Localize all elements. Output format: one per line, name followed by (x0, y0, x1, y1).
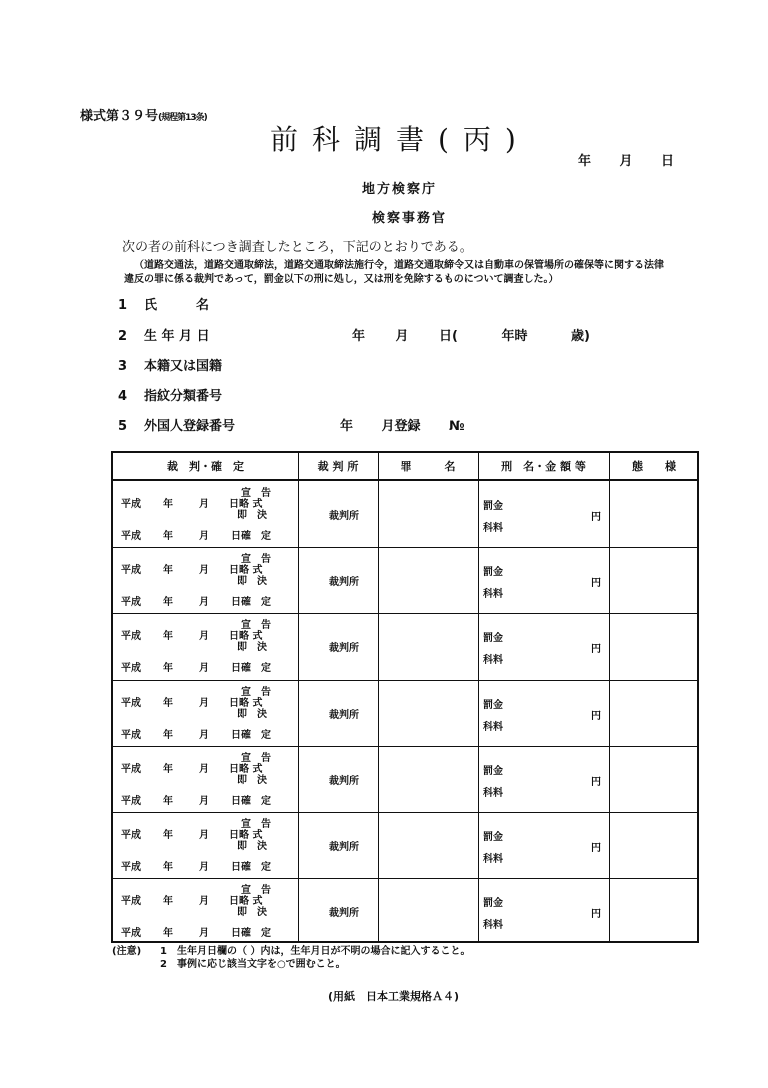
row-month: 月 (199, 896, 209, 908)
field-number: 3 (118, 359, 128, 374)
row-petty-fine: 科料 (483, 655, 503, 667)
column-divider (378, 453, 379, 941)
row-divider (113, 680, 697, 681)
remark-item: 1 生年月日欄の（ ）内は，生年月日が不明の場合に記入すること。 (160, 946, 471, 957)
row-court: 裁判所 (329, 577, 359, 589)
row-divider (113, 812, 697, 813)
criminal-record-table (111, 451, 699, 943)
row-sentence-a: 宣 告 (241, 686, 271, 698)
row-year-confirm: 年 (163, 531, 173, 542)
row-sentence-c: 即 決 (237, 642, 267, 654)
row-era-confirm: 平成 (121, 795, 141, 807)
row-era-confirm: 平成 (121, 597, 141, 609)
row-petty-fine: 科料 (483, 787, 503, 799)
row-year-confirm: 年 (163, 862, 173, 873)
row-sentence-c: 即 決 (237, 907, 267, 919)
remark-item: 2 事例に応じ該当文字を○で囲むこと。 (160, 959, 346, 970)
row-petty-fine: 科料 (483, 920, 503, 932)
column-divider (298, 453, 299, 941)
row-year: 年 (163, 565, 173, 577)
row-month: 月 (199, 830, 209, 841)
row-sentence-c: 即 決 (237, 708, 267, 720)
row-sentence-b: 日略 式 (229, 565, 263, 577)
row-month: 月 (199, 499, 209, 510)
intro-text: 次の者の前科につき調査したところ，下記のとおりである。 (122, 240, 473, 255)
row-sentence-a: 宣 告 (241, 819, 271, 830)
row-year-confirm: 年 (163, 928, 173, 940)
row-yen: 円 (591, 644, 601, 656)
row-month-confirm: 月 (199, 795, 209, 807)
row-petty-fine: 科料 (483, 721, 503, 733)
row-era-confirm: 平成 (121, 928, 141, 940)
field-number: 2 (118, 329, 128, 344)
field-domicile (118, 355, 222, 374)
page-title: 前科調書(丙) (270, 123, 530, 156)
row-fine: 罰金 (483, 898, 503, 910)
field-label: 本籍又は国籍 (144, 359, 223, 374)
row-year-confirm: 年 (163, 597, 173, 609)
row-sentence-c: 即 決 (237, 774, 267, 786)
row-era: 平成 (121, 697, 141, 709)
row-yen: 円 (591, 909, 601, 921)
row-petty-fine: 科料 (483, 523, 503, 534)
row-sentence-b: 日略 式 (229, 631, 263, 643)
row-sentence-b: 日略 式 (229, 896, 263, 908)
header-divider (113, 479, 697, 481)
row-divider (113, 613, 697, 614)
row-confirm: 日確 定 (231, 597, 271, 609)
column-divider (609, 453, 610, 941)
document-date: 年 月 日 (578, 154, 675, 169)
row-court: 裁判所 (329, 908, 359, 920)
form-rule: (規程第13条) (158, 113, 207, 123)
row-year-confirm: 年 (163, 795, 173, 807)
header-penalty: 刑 名・金 額 等 (501, 460, 586, 473)
row-month-confirm: 月 (199, 531, 209, 542)
field-number: 1 (118, 298, 128, 313)
remarks-label: (注意) (112, 946, 142, 957)
row-sentence-a: 宣 告 (241, 885, 271, 897)
row-court: 裁判所 (329, 511, 359, 522)
field-label: 外国人登録番号 (144, 419, 236, 434)
row-sentence-b: 日略 式 (229, 830, 263, 841)
row-month-confirm: 月 (199, 729, 209, 741)
row-yen: 円 (591, 776, 601, 788)
row-sentence-a: 宣 告 (241, 620, 271, 632)
row-fine: 罰金 (483, 501, 503, 512)
row-yen: 円 (591, 710, 601, 722)
row-yen: 円 (591, 578, 601, 590)
row-sentence-c: 即 決 (237, 510, 267, 521)
row-month: 月 (199, 763, 209, 775)
row-court: 裁判所 (329, 775, 359, 787)
row-yen: 円 (591, 843, 601, 854)
row-divider (113, 878, 697, 879)
row-era: 平成 (121, 830, 141, 841)
row-year-confirm: 年 (163, 729, 173, 741)
row-sentence-b: 日略 式 (229, 499, 263, 510)
row-month-confirm: 月 (199, 597, 209, 609)
column-divider (478, 453, 479, 941)
field-alien-registration (118, 415, 235, 434)
intro-note-line1: （道路交通法，道路交通取締法，道路交通取締法施行令，道路交通取締令又は自動車の保管場所の確保等に関する法律 (134, 260, 664, 271)
row-court: 裁判所 (329, 643, 359, 655)
row-fine: 罰金 (483, 699, 503, 711)
row-year: 年 (163, 631, 173, 643)
prosecutor-office: 地方検察庁 (362, 182, 438, 197)
row-petty-fine: 科料 (483, 854, 503, 865)
form-number-text: 様式第３９号 (80, 109, 159, 124)
row-year: 年 (163, 763, 173, 775)
row-fine: 罰金 (483, 832, 503, 843)
birthdate-blank: 年 月 日( 年時 歳) (352, 329, 590, 344)
row-month: 月 (199, 697, 209, 709)
paper-spec: (用紙 日本工業規格Ａ４) (328, 990, 460, 1003)
row-divider (113, 547, 697, 548)
field-label: 指紋分類番号 (144, 389, 223, 404)
row-era: 平成 (121, 896, 141, 908)
row-yen: 円 (591, 512, 601, 523)
row-sentence-c: 即 決 (237, 576, 267, 588)
field-number: 4 (118, 389, 128, 404)
row-month: 月 (199, 631, 209, 643)
field-fingerprint (118, 385, 222, 404)
row-sentence-c: 即 決 (237, 841, 267, 852)
row-sentence-a: 宣 告 (241, 554, 271, 566)
row-confirm: 日確 定 (231, 663, 271, 675)
row-confirm: 日確 定 (231, 729, 271, 741)
row-year: 年 (163, 830, 173, 841)
row-fine: 罰金 (483, 633, 503, 645)
field-number: 5 (118, 419, 128, 434)
row-era: 平成 (121, 499, 141, 510)
header-court: 裁 判 所 (317, 460, 359, 473)
row-confirm: 日確 定 (231, 795, 271, 807)
row-year-confirm: 年 (163, 663, 173, 675)
row-era-confirm: 平成 (121, 862, 141, 873)
row-era-confirm: 平成 (121, 663, 141, 675)
intro-note-line2: 違反の罪に係る裁判であって，罰金以下の刑に処し，又は刑を免除するものについて調査した。） (124, 274, 559, 285)
row-month-confirm: 月 (199, 928, 209, 940)
registration-blank: 年 月登録 № (340, 419, 465, 434)
row-era: 平成 (121, 763, 141, 775)
row-era-confirm: 平成 (121, 729, 141, 741)
row-divider (113, 746, 697, 747)
row-sentence-b: 日略 式 (229, 697, 263, 709)
row-petty-fine: 科料 (483, 589, 503, 601)
row-year: 年 (163, 499, 173, 510)
field-label: 生 年 月 日 (144, 329, 210, 344)
row-sentence-a: 宣 告 (241, 488, 271, 499)
field-label: 氏 名 (144, 298, 210, 313)
row-sentence-a: 宣 告 (241, 752, 271, 764)
prosecutor-officer: 検察事務官 (372, 211, 448, 226)
form-number (80, 105, 207, 124)
row-confirm: 日確 定 (231, 531, 271, 542)
row-year: 年 (163, 896, 173, 908)
row-era: 平成 (121, 631, 141, 643)
row-fine: 罰金 (483, 567, 503, 579)
row-confirm: 日確 定 (231, 928, 271, 940)
row-court: 裁判所 (329, 709, 359, 721)
header-mode: 態 様 (632, 460, 676, 473)
field-birthdate (118, 325, 210, 344)
row-court: 裁判所 (329, 842, 359, 853)
row-fine: 罰金 (483, 765, 503, 777)
header-crime: 罪 名 (400, 460, 456, 473)
row-era-confirm: 平成 (121, 531, 141, 542)
row-sentence-b: 日略 式 (229, 763, 263, 775)
row-month-confirm: 月 (199, 862, 209, 873)
row-month: 月 (199, 565, 209, 577)
row-confirm: 日確 定 (231, 862, 271, 873)
field-name (118, 294, 209, 313)
row-month-confirm: 月 (199, 663, 209, 675)
row-year: 年 (163, 697, 173, 709)
header-judgment: 裁 判・確 定 (167, 460, 244, 473)
row-era: 平成 (121, 565, 141, 577)
